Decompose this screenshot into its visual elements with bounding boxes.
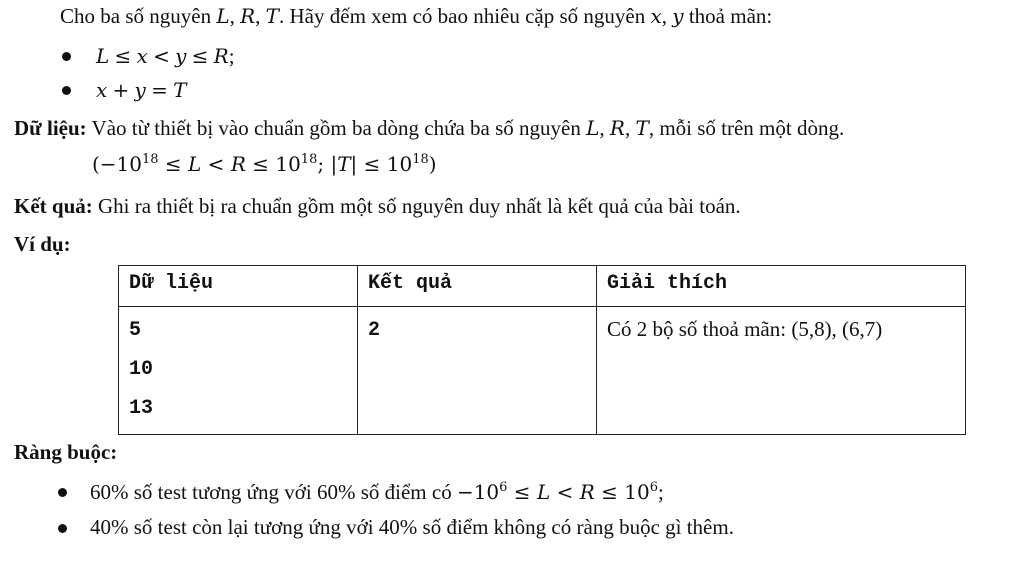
header-result: Kết quả	[358, 266, 597, 307]
input-cell	[119, 307, 358, 435]
bullet-dot	[58, 488, 67, 497]
condition-2: x + y = T	[96, 78, 187, 102]
bullet-dot	[62, 86, 71, 95]
bullet-dot	[62, 52, 71, 61]
table-row	[119, 307, 966, 435]
constraint-item-1: 60% số test tương ứng với 60% số điểm có $-10^6 \le L < R \le 10^6$;	[90, 480, 664, 504]
output-text: Ghi ra thiết bị ra chuẩn gồm một số nguyên duy nhất là kết quả của bài toán.	[98, 194, 741, 218]
output-section	[14, 192, 741, 220]
input-constraint: ($-10^{18} \le L < R \le 10^{18}$; $|T| \le 10^{18}$)	[92, 152, 437, 176]
output-label: Kết quả:	[14, 194, 93, 218]
intro-line: Cho ba số nguyên L, R, T. Hãy đếm xem có bao nhiêu cặp số nguyên x, y thoả mãn:	[60, 4, 773, 28]
header-explanation: Giải thích	[597, 266, 966, 307]
input-line: 13	[129, 397, 154, 420]
explanation-cell	[597, 307, 966, 435]
input-section: Dữ liệu: Vào từ thiết bị vào chuẩn gồm ba dòng chứa ba số nguyên L, R, T, mỗi số trên một dòng.	[14, 116, 845, 140]
constraints-label: Ràng buộc:	[14, 440, 118, 464]
input-label: Dữ liệu:	[14, 116, 87, 140]
result-value: 2	[368, 319, 381, 342]
bullet-dot	[58, 524, 67, 533]
header-input: Dữ liệu	[119, 266, 358, 307]
input-line: 10	[129, 358, 154, 381]
input-line: 5	[129, 319, 142, 342]
explanation-text: Có 2 bộ số thoả mãn: (5,8), (6,7)	[607, 317, 883, 341]
example-table	[118, 265, 966, 435]
example-label: Ví dụ:	[14, 232, 71, 256]
constraint-item-2: 40% số test còn lại tương ứng với 40% số điểm không có ràng buộc gì thêm.	[90, 515, 734, 539]
result-cell	[358, 307, 597, 435]
table-header-row	[119, 266, 966, 307]
condition-1: L ≤ x < y ≤ R;	[96, 44, 235, 68]
